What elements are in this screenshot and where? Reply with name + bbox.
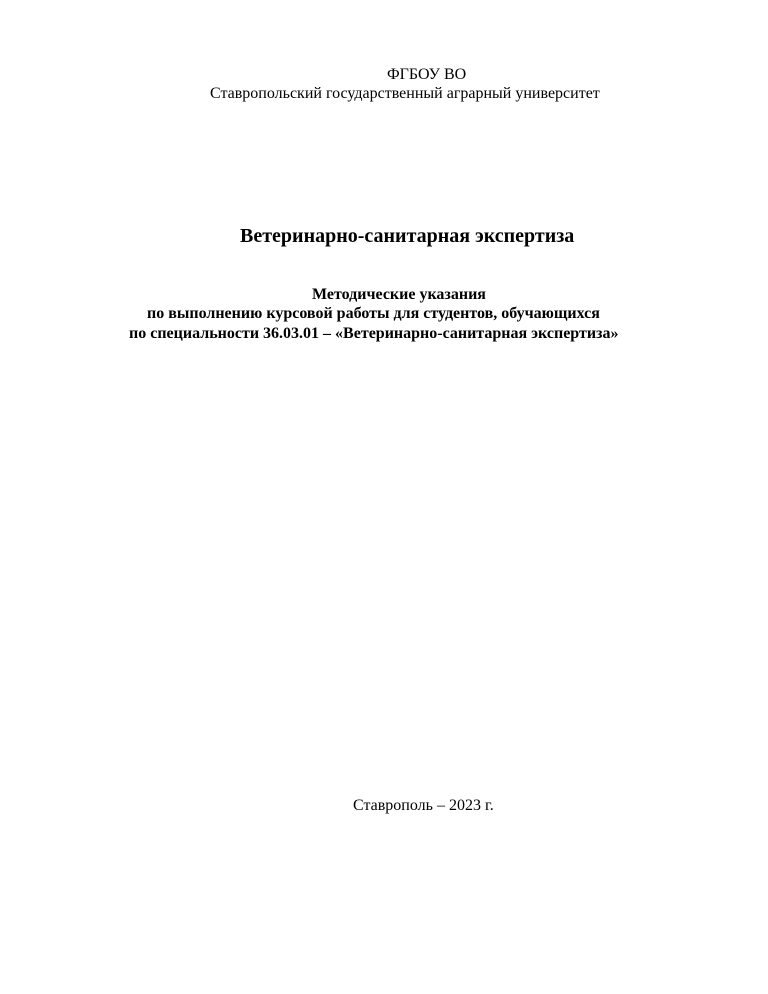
document-type: Методические указания xyxy=(312,286,486,303)
university-name: Ставропольский государственный аграрный университет xyxy=(210,85,600,102)
place-and-year: Ставрополь – 2023 г. xyxy=(353,797,494,814)
document-description-line-1: по выполнению курсовой работы для студентов, обучающихся xyxy=(147,305,600,322)
document-description-line-2: по специальности 36.03.01 – «Ветеринарно-санитарная экспертиза» xyxy=(129,325,619,342)
organization-name: ФГБОУ ВО xyxy=(387,66,467,83)
document-title: Ветеринарно-санитарная экспертиза xyxy=(240,225,575,247)
